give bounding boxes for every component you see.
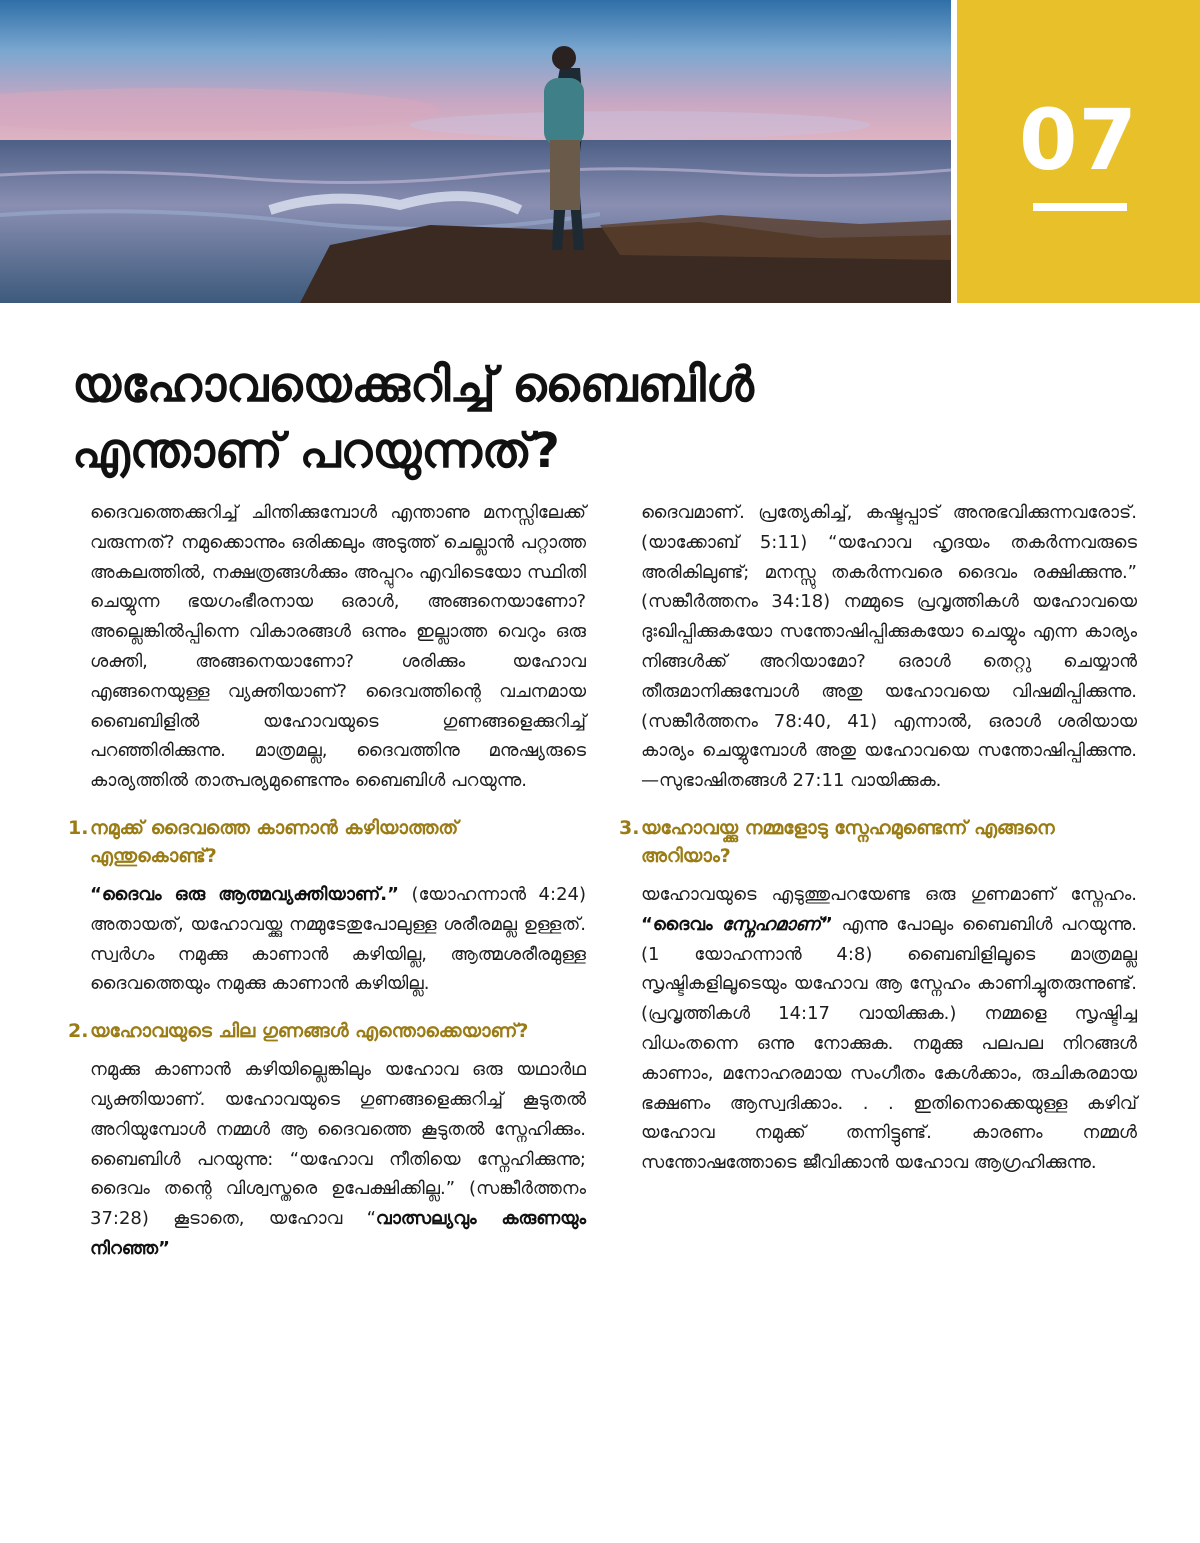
title-line-1: യഹോവയെക്കുറിച്ച് ബൈബിൾ [72,357,754,413]
question-1-heading [70,814,586,870]
question-2-text: യഹോവയുടെ ചില ഗുണങ്ങൾ എന്തൊക്കെയാണ്? [90,1020,529,1043]
answer-3-text: യഹോവയുടെ എടുത്തുപറയേണ്ട ഒരു ഗുണമാണ് സ്നേഹം. [641,883,1137,905]
answer-3 [641,880,1137,1178]
answer-2-continued: ദൈവമാണ്. പ്രത്യേകിച്ച്, കഷ്ടപ്പാട് അനുഭവിക്കുന്നവരോട്. (യാക്കോബ് 5:11) “യഹോവ ഹൃദയം തകർന്നവരുടെ അരികിലുണ്ട്; മനസ്സു തകർന്നവരെ ദൈവം രക്ഷിക്കുന്നു.” (സങ്കീർത്തനം 34:18) നമ്മുടെ പ്രവൃത്തികൾ യഹോവയെ ദുഃഖിപ്പിക്കുകയോ സന്തോഷിപ്പിക്കുകയോ ചെയ്യും എന്ന കാര്യം നിങ്ങൾക്ക് അറിയാമോ? ഒരാൾ തെറ്റു ചെയ്യാൻ തീരുമാനിക്കുമ്പോൾ അതു യഹോവയെ വിഷമിപ്പിക്കുന്നു. (സങ്കീർത്തനം 78:40, 41) എന്നാൽ, ഒരാൾ ശരിയായ കാര്യം ചെയ്യുമ്പോൾ അതു യഹോവയെ സന്തോഷിപ്പിക്കുന്നു.—സുഭാഷിതങ്ങൾ 27:11 വായിക്കുക. [641,502,1137,792]
answer-1 [90,880,586,999]
chapter-underline [1033,203,1127,211]
question-3-number: 3. [619,816,640,839]
answer-1-bold: “ദൈവം ഒരു ആത്മവ്യക്തിയാണ്.” [90,883,399,905]
question-2-heading [70,1017,586,1045]
man-on-rock-at-sea-image [0,0,951,303]
question-1-text: നമുക്ക് ദൈവത്തെ കാണാൻ കഴിയാത്തത് എന്തുകൊണ്ട്? [90,816,459,867]
answer-3-bold-italic: സ്നേഹമാണ് [721,913,821,935]
answer-2-bold: വാത്സല്യവും കരുണയും നിറഞ്ഞ” [90,1208,587,1259]
chapter-number: 07 [1019,91,1138,189]
answer-3-text-2: എന്നു പോലും ബൈബിൾ പറയുന്നു. (1 യോഹന്നാൻ 4:8) ബൈബിളിലൂടെ മാത്രമല്ല സൃഷ്ടികളിലൂടെയും യഹോവ ആ സ്നേഹം കാണിച്ചുതരുന്നുണ്ട്. (പ്രവൃത്തികൾ 14:17 വായിക്കുക.) നമ്മളെ സൃഷ്ടിച്ച വിധംതന്നെ ഒന്നു നോക്കുക. നമുക്കു പലപല നിറങ്ങൾ കാണാം, മനോഹരമായ സംഗീതം കേൾക്കാം, രുചികരമായ ഭക്ഷണം ആസ്വദിക്കാം. . . ഇതിനൊക്കെയുള്ള കഴിവ് യഹോവ നമുക്ക് തന്നിട്ടുണ്ട്. കാരണം നമ്മൾ സന്തോഷത്തോടെ ജീവിക്കാൻ യഹോവ ആഗ്രഹിക്കുന്നു. [641,913,1137,1174]
answer-2-part-1 [90,1055,586,1264]
title-line-2: എന്താണ് പറയുന്നത്? [72,423,560,479]
page-title [72,352,1132,484]
right-column [619,498,1137,1178]
question-3-heading [621,814,1137,870]
question-1-number: 1. [68,816,89,839]
answer-3-bold-open: “ദൈവം [641,913,722,935]
question-2-number: 2. [68,1020,89,1043]
answer-1-text: (യോഹന്നാൻ 4:24) അതായത്, യഹോവയ്ക്കു നമ്മുടേതുപോലുള്ള ശരീരമല്ല ഉള്ളത്. സ്വർഗം നമുക്കു കാണാൻ കഴിയില്ല, ആത്മശരീരമുള്ള ദൈവത്തെയും നമുക്കു കാണാൻ കഴിയില്ല. [90,883,586,995]
question-3-text: യഹോവയ്ക്കു നമ്മളോടു സ്നേഹമുണ്ടെന്ന് എങ്ങനെ അറിയാം? [641,816,1055,867]
intro-paragraph: ദൈവത്തെക്കുറിച്ച് ചിന്തിക്കുമ്പോൾ എന്താണു മനസ്സിലേക്ക് വരുന്നത്? നമുക്കൊന്നും ഒരിക്കലും അടുത്ത് ചെല്ലാൻ പറ്റാത്ത അകലത്തിൽ, നക്ഷത്രങ്ങൾക്കും അപ്പുറം എവിടെയോ സ്ഥിതി ചെയ്യുന്ന ഭയഗംഭീരനായ ഒരാൾ, അങ്ങനെയാണോ? അല്ലെങ്കിൽപ്പിന്നെ വികാരങ്ങൾ ഒന്നും ഇല്ലാത്ത വെറും ഒരു ശക്തി, അങ്ങനെയാണോ? ശരിക്കും യഹോവ എങ്ങനെയുള്ള വ്യക്തിയാണ്? ദൈവത്തിന്റെ വചനമായ ബൈബിളിൽ യഹോവയുടെ ഗുണങ്ങളെക്കുറിച്ച് പറഞ്ഞിരിക്കുന്നു. മാത്രമല്ല, ദൈവത്തിനു മനുഷ്യരുടെ കാര്യത്തിൽ താത്പര്യമുണ്ടെന്നും ബൈബിൾ പറയുന്നു. [90,502,586,792]
left-column [68,498,587,1264]
answer-3-bold-close: ” [821,913,833,935]
answer-2-text: നമുക്കു കാണാൻ കഴിയില്ലെങ്കിലും യഹോവ ഒരു യഥാർഥ വ്യക്തിയാണ്. യഹോവയുടെ ഗുണങ്ങളെക്കുറിച്ച് കൂടുതൽ അറിയുമ്പോൾ നമ്മൾ ആ ദൈവത്തെ കൂടുതൽ സ്നേഹിക്കും. ബൈബിൾ പറയുന്നു: “യഹോവ നീതിയെ സ്നേഹിക്കുന്നു; ദൈവം തന്റെ വിശ്വസ്തരെ ഉപേക്ഷിക്കില്ല.” (സങ്കീർത്തനം 37:28) കൂടാതെ, യഹോവ “ [90,1059,586,1230]
chapter-badge [957,0,1200,303]
hero-photo [0,0,951,303]
